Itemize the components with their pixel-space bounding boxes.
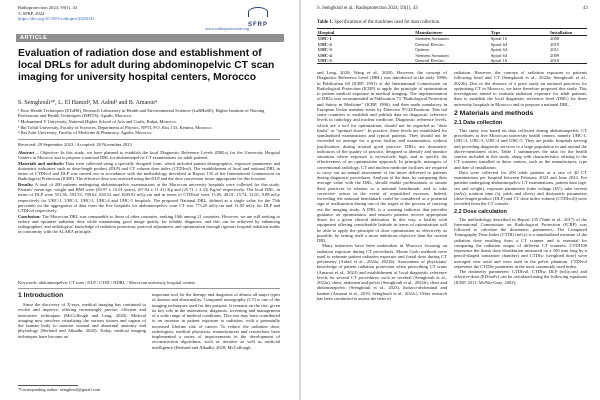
intro-column-1: [18, 292, 146, 339]
paragraph: The methodology described in Report 135 (Vañó et al., 2017) of the International Commission on Radiological Protection (ICRP) was followed to calculate the dosimetric parameters. The Computed Tomography Dose Index (CTDI) (mGy) is a standardized measure of the radiation dose resulting from a CT scanner and is essential for comparing the radiation output of different CT scanners. CTDI100 represents the linear dose distribution measured on a 100 mm long by a pencil-shaped ionization chamber) and CTDIw (weighted dose) were averaged over axial and were used in the pelvic phantom. CTDIvol represents the CTDIw parameter in the most commonly used index.: [454, 216, 587, 269]
paragraph: The dosimetry parameters' CTDIvol, CTDIw, DLP (mGy.cm) and effective dose (ED/mSv) can be calculated using the following equations (ICRP, 2011; McNitt-Gray, 2002):: [454, 269, 587, 285]
section-heading-methods: 2 Materials and methods: [454, 109, 534, 117]
table-cell: Spiral 16: [490, 58, 549, 64]
table-cell: Spiral 64: [490, 41, 508, 47]
abstract-objective: [18, 150, 280, 160]
table-cell: UHC-1: [318, 36, 332, 42]
copyright: © SFRP, 2024: [18, 10, 45, 16]
divider: [18, 288, 280, 289]
abstract-text: Objective: In this study, we have planned to establish the local Diagnostic Reference Levels (DRLs) for the University Hospital Centers in Morocco and to propose a national DRL for abdominopelvic CT examinations for adult patients.: [18, 150, 280, 161]
abstract-label: Abstract –: [18, 150, 39, 155]
column-header: Type: [490, 29, 549, 36]
paragraph: Many initiatives have been undertaken in Morocco focusing on radiation exposure during CT procedures. Monte Carlo methods were used to estimate patient radiation exposure and foetal dose during CT pelvimetry (Aabid et al., 2022a, 2022b). Assessment of physicians' knowledge of patient radiation protection when prescribing CT scans (Amaoui et al., 2023) and establishment of local diagnostic reference levels for several CT procedures, such as cerebral (Semghouli et al., 2022a), chest, abdomen and pelvis (Semghouli et al., 2022b), chest and abdominopelvic (Semghouli et al., 2023), thoraco-abdominal and lumbar (Amaoui et al., 2019; Semghouli et al., 2022c). Other research has been conducted to assess the risks of: [317, 243, 447, 301]
table-cell: 2018: [549, 58, 587, 64]
table-cell: General Electric: [414, 58, 490, 64]
table-cell: 2008: [550, 36, 560, 42]
affiliation-1: ¹ Euro Health Techniques (ETaHS), Research Laboratory in Health and Environmental Sciences (LaRHaSE), Higher Institute of Nursing Professions and Health Techniques (ISPITS), Agadir, Morocco.: [18, 108, 265, 119]
paragraph: This study was based on data collected during abdominopelvic CT procedures at five Moroccan university health centers, namely UHC-1, UHC-2, UHC-3, UHC-4 and UHC-5. They are public hospitals serving and providing diagnostic services to a large population in and around the above-mentioned cities. Table 1 summarizes the data for the health centers included in this study, along with characteristics relating to the CT scanners installed in these centers, such as the manufacturer, type and date of installation.: [454, 127, 587, 170]
journal-citation: Radioprotection 2024, 59(1), 43: [18, 5, 78, 10]
table-cell: UHC-5: [317, 58, 414, 64]
paragraph: Data were collected for 200 adult patients at a rate of 40 CT examinations per hospital between February 2023 and June 2023. For patients undergoing abdominopelvic CT examinations, patient data (age, sex and weight), exposure parameters (tube voltage (kV), tube current (mAs), rotation time (s), pitch and slices) and dosimetric parameters (dose-length product (DLP) and CT dose index volume (CTDIvol)) were recorded from the CT console.: [454, 169, 587, 207]
table-cell: Siemens Somatom: [415, 36, 449, 42]
left-page: [0, 0, 299, 400]
abstract: [18, 150, 280, 235]
logo-arc-icon: [248, 7, 268, 17]
abstract-text: The Moroccan DRL was comparable to those of other countries, ranking 10th among 21 countries. However, we are still seeking to reduce and optimize radiation dose while maintaining good image quality for reliable diagnosis, and this can be achieved by enhancing radiographers' and radiologists' knowledge of radiation protection, protocol adjustment, and optimization through rigorous hospital radiation audits in conformity with the ALARA principle.: [18, 213, 280, 235]
table-cell: 2009: [550, 52, 560, 58]
table-cell: 2019: [550, 41, 560, 47]
table-cell: Spiral 64: [490, 47, 508, 53]
machine-specifications-table: [317, 28, 587, 64]
table-caption: [317, 20, 440, 25]
footnote-rule: [18, 385, 78, 386]
table-row: [317, 58, 587, 64]
table-cell: Optima: [415, 47, 429, 53]
body-column-2: [454, 70, 587, 285]
table-cell: Siemens Somatom: [415, 52, 449, 58]
table-cell: UHC-3: [318, 47, 332, 53]
article-type-label: ARTICLE: [20, 35, 48, 41]
right-page: [301, 0, 600, 400]
running-header: S. Semghouli et al.: Radioprotection 2024, 59(1), 43: [317, 6, 418, 11]
abstract-results: [18, 182, 280, 213]
table-cell: 2011: [550, 47, 560, 53]
affiliation-2: ² Mohammed V University, National Higher School of Arts and Crafts, Rabat, Morocco.: [18, 119, 177, 124]
abstract-label: Results:: [18, 182, 34, 187]
abstract-label: Materials and methods:: [18, 160, 65, 166]
column-header: Manufacturer: [414, 29, 490, 36]
corresponding-author-note: *Corresponding author: semghouli@gmail.com: [18, 387, 101, 392]
paragraph: Since the discovery of X-rays, medical imaging has continued to evolve and improve, offering increasingly precise, efficient and innovative techniques (McCollough and Leng, 2020). Medical imaging now involves visualizing the various tissues and organs of the human body to monitor normal and abnormal anatomy and physiology (Berhard and Alkadhi, 2020). Today, medical imaging techniques have become an: [18, 302, 146, 339]
subsection-heading-dose-calculation: 2.2 Dose calculation: [454, 208, 507, 215]
authors: S. Semghouli¹*, L. El Hamid², M. Aabid³ and B. Amaoui⁴: [18, 100, 157, 106]
column-header: Installation: [549, 29, 587, 36]
journal-logo: [228, 4, 288, 28]
abstract-text: A total of 200 patients undergoing abdominopelvic examinations at the Moroccan university hospitals were collected for this study. Patients' mean age, weight and BMI were (50.97 ± 15.01 years), (67.94 ± 11.41) Kg and (25.71 ± 3.33) Kg/m² respectively. The local DRL, in terms of DLP were 551.56, 593.53, 709.62, 845.52 and 1049.92 mGy.cm and in terms of CTDIvol were 13.05, 48.01, 15.74, 12.01, 9.88 mGy respectively for UHC-1, UHC-2, UHC-3, UHC-4 and UHC-5 hospitals. The proposed National DRL, defined as a single value for the 75th percentile on the aggregation of data from the five hospitals for abdominopelvic scan CT was 773.20 mGy.cm and 12.05 mGy for DLP and CTDIvol respectively.: [18, 182, 280, 214]
paragraph: radiation. However, the concept of radiation exposure to patients following head and CT (Semghouli et al., 2022a; Semghouli et al., 2022b). Due to the absence of a prior study on national practices for optimizing CT in Morocco, we have therefore proposed this study. This investigation aimed to evaluate radiation exposure for adult patients, then to establish the local diagnostic reference level (DRL) for three university hospitals in Morocco and to propose a national DRL.: [454, 70, 587, 107]
journal-site-link[interactable]: www.radioprotection.org: [205, 26, 250, 31]
keywords: Keywords: abdominopelvic CT scan / DLP / CTDI / NDRL / Moroccan university hospital centers: [18, 280, 196, 285]
abstract-text: Data were collected using a specially designed form, which included patient demographics, exposure parameters and dosimetric indicators such as dose-length product (DLP) and CT volume dose index (CTDIvol). The establishment of local and national DRL in terms of CTDIvol and DLP was carried out in accordance with the methodology described in Report 135 of the International Commission on Radiological Protection (ICRP). The effective dose was assessed using the DLP and the dose conversion factor appropriate for this location.: [18, 160, 280, 182]
received-accepted-dates: Received: 29 September 2023 / Accepted: 20 November 2023: [18, 142, 132, 147]
body-column-1: [317, 70, 447, 301]
table-cell: UHC-4: [318, 52, 332, 58]
abstract-label: Conclusion:: [18, 213, 41, 219]
affiliation-3: ³ Ibn Tofail University, Faculty of Sciences, Department of Physics, NPTI, P.O. Box 133, Kenitra, Morocco.: [18, 124, 213, 130]
table-cell: General Electric: [415, 41, 445, 47]
table-cell: Spiral 16: [490, 36, 508, 42]
paragraph: important tool for the therapy and diagnosis of almost all major types of disease and abnormality. Computed tomography (CT) is one of the imaging techniques used for this purpose. It remains on the rise, given its key role in the assessment, diagnosis, screening and management of a wide range of medical conditions. This rise may have contributed to an increase in patient exposure to radiation, with a potentially increased lifetime risk of cancer. To reduce the radiation dose, radiologists, medical physicists, manufacturers and researchers have implemented a series of improvements in the development of reconstruction algorithms, such as iterative as well as artificial intelligence (Berhard and Alkadhi, 2020; McCollough: [152, 292, 280, 350]
divider: [18, 139, 280, 140]
intro-column-2: [152, 292, 280, 350]
page-number: 43: [583, 6, 588, 11]
subsection-heading-data-collection: 2.1 Data collection: [454, 119, 503, 126]
table-cell: UHC-2: [318, 41, 332, 47]
abstract-methods: [18, 161, 280, 182]
paragraph: and Leng, 2020; Wang et al., 2020). However, the concept of Diagnostic Reference Level (DRL) was introduced in the early 1990s in Publication 60 (ICRP, 1991) of the International Commission on Radiological Protection (ICRP) to apply the principle of optimization to patient medical exposure in medical imaging. The implementation of DRLs was recommended in Publication 73 "Radiological Protection and Safety in Medicine" (ICRP, 1996), and then made mandatory in European Union member states by Directive 97/43/Euratom. This led some countries to establish and publish data on diagnostic reference levels in radiology and nuclear medicine. Diagnostic reference levels, which are a tool for optimization, should not be regarded as "dose limits" or "optimal doses". In practice, these levels are established for standardized examinations and typical patients. They should not be exceeded on average for a given facility and examination, without justification, during normal good practice. DRLs are dosimetric indicators of the quality of practice, designed to identify and monitor situations where exposure is excessively high, and to specify the effectiveness of an optimization approach. In principle, managers of conventional radiology, CT and nuclear medicine facilities are required to carry out an annual assessment of the doses delivered to patients during diagnostic procedures. Analysis of the data, by comparing their average value with the DRL, should enable professionals to situate their practices in relation to a national benchmark, and to take corrective action in the event of unjustified excesses. Indeed, exceeding the national benchmark could be considered as a potential sign of malfunction during one of the stages of the process of carrying out the imaging study. A DRL is a warning indicator that provides guidance on optimization, and ensures patients receive appropriate doses for a given clinical indication. In this way, a facility with equipment offering considerable latitude in terms of optimization will be able to apply the principle of dose optimization as effectively as possible, by setting itself a more ambitious objective than the current DRL.: [317, 70, 447, 243]
article-title: Evaluation of radiation dose and establishment of local DRLs for adult during abdominopelvic CT scan imaging for university hospital centers, Morocco: [18, 48, 275, 84]
affiliation-4: ⁴ Ibn Zohr University, Faculty of Medicine & Pharmacy, Agadir, Morocco.: [18, 130, 153, 135]
table-caption-text: Specifications of the machines used for data collection.: [333, 20, 441, 25]
table-label: Table 1.: [317, 20, 334, 25]
logo-text: SFRP: [247, 22, 268, 28]
abstract-conclusion: [18, 214, 280, 235]
table-cell: Spiral 64: [490, 52, 508, 58]
doi-link[interactable]: https://doi.org/10.1051/radiopro/2023041: [18, 16, 95, 21]
section-heading-introduction: 1 Introduction: [18, 292, 64, 299]
column-header: Hospital: [317, 29, 414, 36]
article-type-bar: [16, 34, 284, 42]
